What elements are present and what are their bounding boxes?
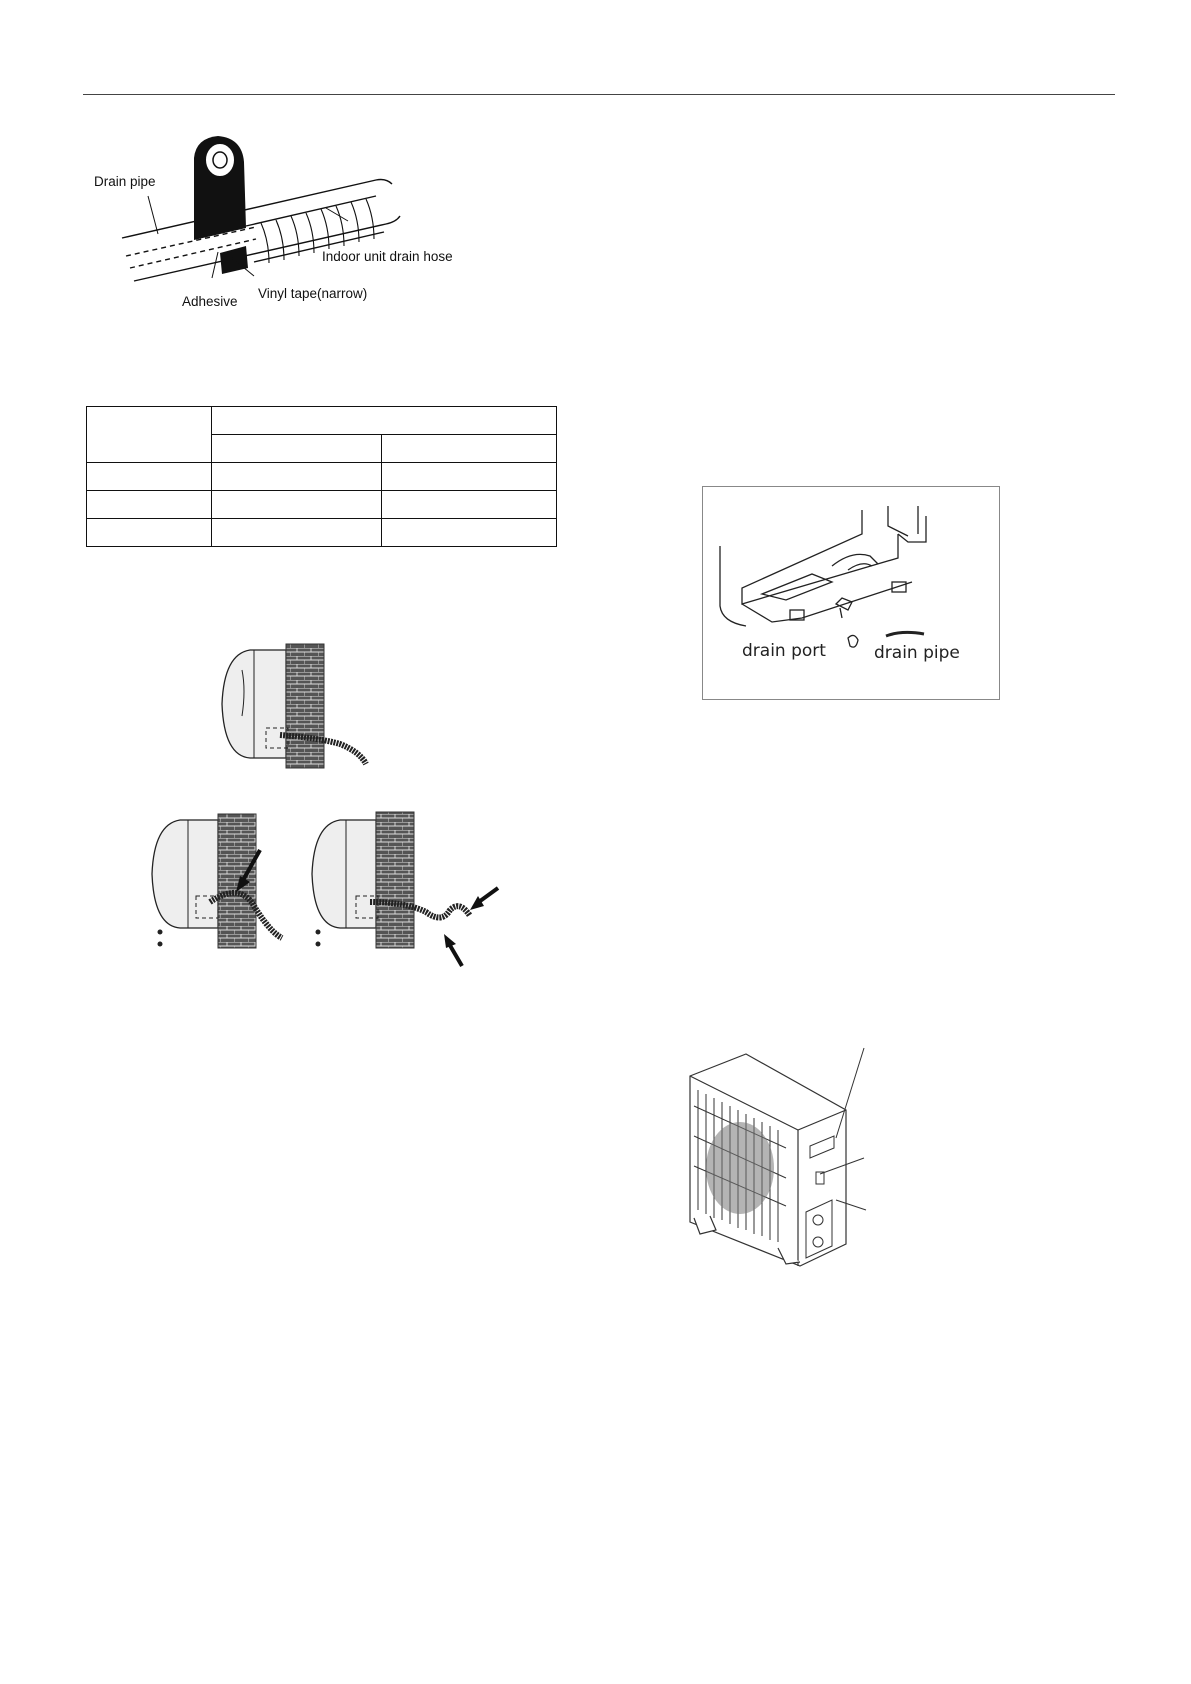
table-cell <box>382 491 557 519</box>
drain-pipe-label: Drain pipe <box>94 174 156 189</box>
incorrect-drain-left <box>152 814 282 948</box>
tape-wrap-leaders <box>148 196 348 278</box>
table-cell <box>382 463 557 491</box>
correct-drain-figure <box>220 640 380 770</box>
table-cell <box>382 519 557 547</box>
table-row <box>87 491 557 519</box>
table-cell <box>212 491 382 519</box>
incorrect-drain-figure <box>150 806 510 976</box>
table-cell <box>87 519 212 547</box>
spec-table <box>86 406 557 547</box>
outdoor-unit-figure <box>686 1040 876 1270</box>
table-cell <box>382 435 557 463</box>
drain-hose-label: Indoor unit drain hose <box>322 249 453 264</box>
drain-pipe-drawing <box>122 180 400 282</box>
table-row <box>87 463 557 491</box>
base-drain-pipe-label: drain pipe <box>874 643 960 663</box>
table-row <box>87 407 557 435</box>
vinyl-tape-label: Vinyl tape(narrow) <box>258 286 368 301</box>
incorrect-drain-right <box>312 812 498 966</box>
table-cell <box>87 463 212 491</box>
table-cell <box>212 435 382 463</box>
table-row <box>87 519 557 547</box>
adhesive-label: Adhesive <box>182 294 238 309</box>
table-cell <box>87 491 212 519</box>
tape-roll-drawing <box>194 136 248 274</box>
table-cell <box>212 519 382 547</box>
drain-port-label: drain port <box>742 641 826 661</box>
header-rule <box>83 94 1115 95</box>
table-cell <box>87 407 212 463</box>
base-drain-figure <box>702 486 1000 700</box>
tape-wrap-figure <box>86 128 466 318</box>
table-cell <box>212 463 382 491</box>
table-cell <box>212 407 557 435</box>
fan-icon <box>706 1122 774 1214</box>
